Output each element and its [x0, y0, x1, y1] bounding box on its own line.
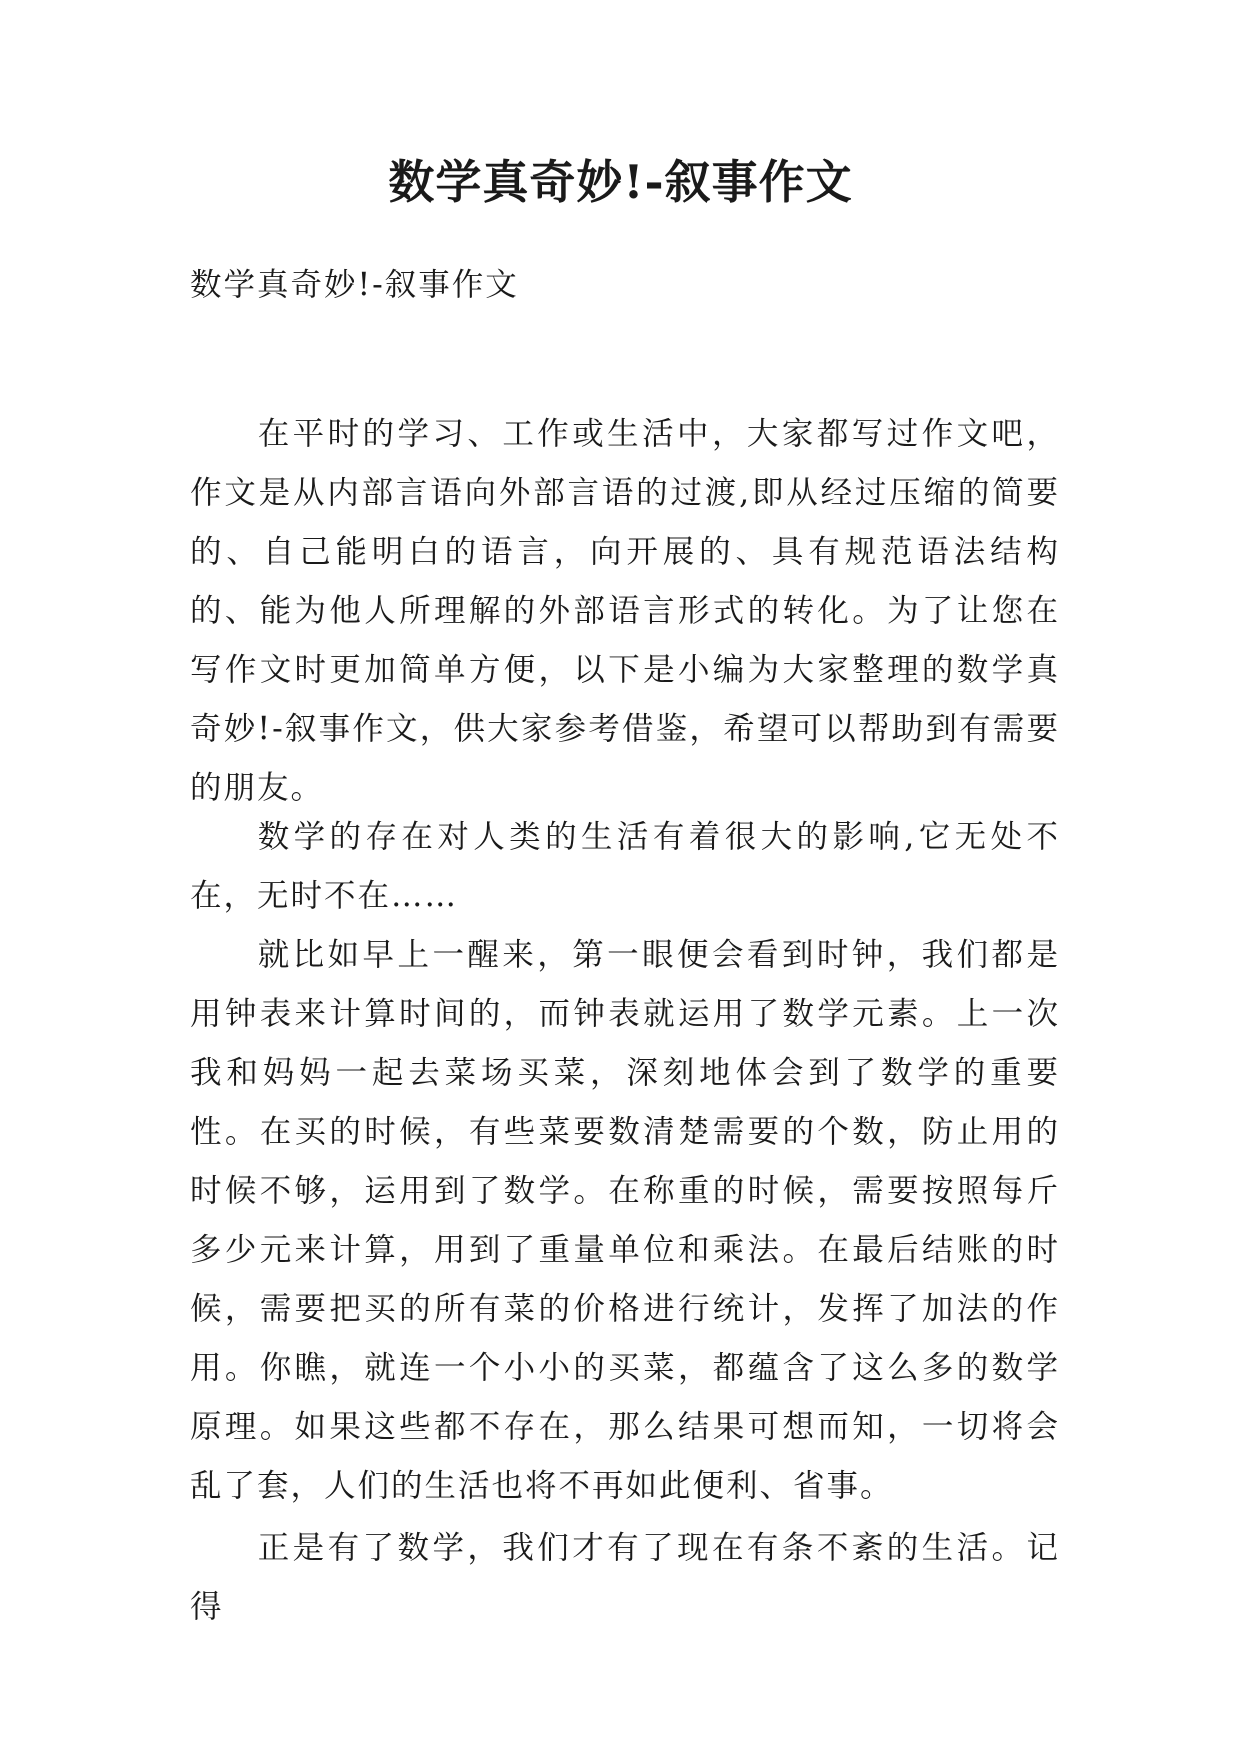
- paragraph-intro: 在平时的学习、工作或生活中，大家都写过作文吧，作文是从内部言语向外部言语的过渡,即从经过压缩的简要的、自己能明白的语言，向开展的、具有规范语法结构的、能为他人所理解的外部语言形式的转化。为了让您在写作文时更加简单方便，以下是小编为大家整理的数学真奇妙!-叙事作文，供大家参考借鉴，希望可以帮助到有需要的朋友。: [190, 416, 1060, 806]
- paragraph-math-everywhere: 数学的存在对人类的生活有着很大的影响,它无处不在，无时不在……: [190, 819, 1060, 914]
- paragraph-orderly-life: 正是有了数学，我们才有了现在有条不紊的生活。记得: [190, 1530, 1060, 1625]
- document-title: 数学真奇妙!-叙事作文: [388, 155, 853, 209]
- document-subtitle: 数学真奇妙!-叙事作文: [190, 267, 519, 303]
- paragraph-clock-and-market: 就比如早上一醒来，第一眼便会看到时钟，我们都是用钟表来计算时间的，而钟表就运用了数学元素。上一次我和妈妈一起去菜场买菜，深刻地体会到了数学的重要性。在买的时候，有些菜要数清楚需要的个数，防止用的时候不够，运用到了数学。在称重的时候，需要按照每斤多少元来计算，用到了重量单位和乘法。在最后结账的时候，需要把买的所有菜的价格进行统计，发挥了加法的作用。你瞧，就连一个小小的买菜，都蕴含了这么多的数学原理。如果这些都不存在，那么结果可想而知，一切将会乱了套，人们的生活也将不再如此便利、省事。: [190, 937, 1060, 1504]
